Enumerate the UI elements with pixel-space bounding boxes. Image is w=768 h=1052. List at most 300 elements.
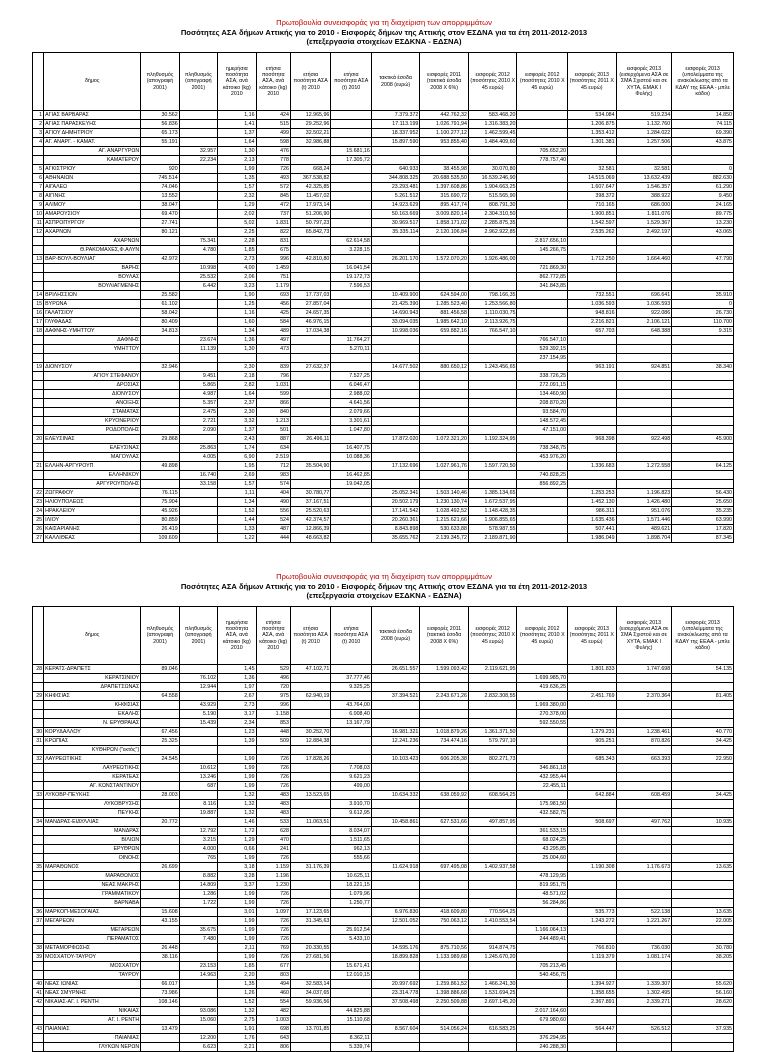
column-header: πληθυσμός (απογραφή 2001) xyxy=(141,53,179,111)
table-cell: 33.158 xyxy=(179,480,217,489)
table-cell: 20 xyxy=(33,435,44,444)
table-cell: 598 xyxy=(256,138,290,147)
table-cell: 367.538,82 xyxy=(290,174,330,183)
table-cell: 3,32 xyxy=(218,417,256,426)
table-cell: 67.456 xyxy=(141,728,179,737)
table-cell xyxy=(331,183,371,192)
table-cell xyxy=(672,683,734,692)
table-cell xyxy=(616,1043,672,1052)
table-cell xyxy=(468,345,517,354)
table-cell: 346.861,18 xyxy=(517,764,568,773)
table-cell: 270.378,00 xyxy=(517,710,568,719)
table-cell: ΑΙΓΙΝΗΣ xyxy=(44,192,141,201)
table-cell: 43.065 xyxy=(672,228,734,237)
table-cell: 63.990 xyxy=(672,516,734,525)
table-cell xyxy=(141,471,179,480)
table-cell: ΜΕΓΑΡΕΩΝ xyxy=(44,926,141,935)
table-cell: 1,37 xyxy=(218,426,256,435)
municipality-row xyxy=(33,498,734,507)
table-cell: 5.190 xyxy=(179,710,217,719)
table-cell: 1.148.428,35 xyxy=(468,507,517,516)
table-cell: 80.409 xyxy=(141,318,179,327)
table-cell: ΒΙΛΙΩΝ xyxy=(44,836,141,845)
table-cell xyxy=(672,381,734,390)
table-cell xyxy=(517,917,568,926)
table-cell: 30.780,77 xyxy=(290,489,330,498)
table-cell xyxy=(371,800,420,809)
table-cell xyxy=(33,282,44,291)
table-cell: 659.882,16 xyxy=(420,327,469,336)
table-cell: ΝΕΑΣ ΙΩΝΙΑΣ xyxy=(44,980,141,989)
table-cell: 687 xyxy=(179,782,217,791)
table-cell: 5.865 xyxy=(179,381,217,390)
table-cell: 37 xyxy=(33,917,44,926)
municipality-row xyxy=(33,507,734,516)
sub-area-row xyxy=(33,854,734,863)
table-cell xyxy=(371,890,420,899)
table-cell xyxy=(517,300,568,309)
municipality-row xyxy=(33,291,734,300)
table-cell: 2.370.364 xyxy=(616,692,672,701)
table-cell: 80.859 xyxy=(141,516,179,525)
table-cell xyxy=(568,336,617,345)
table-cell: 11 xyxy=(33,219,44,228)
table-cell xyxy=(290,1007,330,1016)
table-cell: 2.988,02 xyxy=(331,390,371,399)
table-cell: 448 xyxy=(256,728,290,737)
table-cell xyxy=(616,480,672,489)
table-cell xyxy=(568,381,617,390)
table-cell: 1.969.380,00 xyxy=(517,701,568,710)
table-cell: 12.241.236 xyxy=(371,737,420,746)
table-cell xyxy=(517,737,568,746)
table-cell xyxy=(672,237,734,246)
table-cell: 47.151,00 xyxy=(517,426,568,435)
table-cell xyxy=(331,944,371,953)
table-cell: 968.398 xyxy=(568,435,617,444)
table-cell: ΜΑΡΑΘΩΝΟΣ xyxy=(44,863,141,872)
table-cell xyxy=(672,426,734,435)
municipality-row xyxy=(33,692,734,701)
table-cell: 45.900 xyxy=(672,435,734,444)
table-cell xyxy=(468,390,517,399)
table-cell: 750.063,12 xyxy=(420,917,469,926)
table-cell: ΛΑΥΡΕΩΤΙΚΗΣ xyxy=(44,755,141,764)
table-cell xyxy=(371,872,420,881)
table-cell: ΜΑΝΔΡΑΣ xyxy=(44,827,141,836)
table-cell xyxy=(616,845,672,854)
sub-area-row xyxy=(33,719,734,728)
table-cell xyxy=(517,755,568,764)
table-cell: 1.597.720,50 xyxy=(468,462,517,471)
table-cell: 808.791,30 xyxy=(468,201,517,210)
table-cell xyxy=(290,899,330,908)
table-cell xyxy=(179,692,217,701)
table-cell: 29 xyxy=(33,692,44,701)
table-cell xyxy=(468,237,517,246)
table-cell: 533 xyxy=(256,818,290,827)
table-cell xyxy=(672,845,734,854)
table-cell: 1.339.307 xyxy=(616,980,672,989)
table-cell: 1.426.480 xyxy=(616,498,672,507)
municipality-row xyxy=(33,516,734,525)
table-cell: ΚΑΙΣΑΡΙΑΝΗΣ xyxy=(44,525,141,534)
table-cell: ΥΜΗΤΤΟΥ xyxy=(44,345,141,354)
table-cell: 840 xyxy=(256,408,290,417)
table-cell xyxy=(468,399,517,408)
table-cell xyxy=(371,881,420,890)
table-cell xyxy=(672,854,734,863)
table-cell xyxy=(616,962,672,971)
column-header: δήμος xyxy=(44,607,141,665)
sub-area-row xyxy=(33,372,734,381)
table-cell xyxy=(517,120,568,129)
table-cell xyxy=(672,719,734,728)
table-cell: 1,99 xyxy=(218,935,256,944)
municipality-row xyxy=(33,980,734,989)
table-cell xyxy=(568,408,617,417)
table-cell: 9.325,25 xyxy=(331,683,371,692)
table-cell: 37.777,46 xyxy=(331,674,371,683)
table-cell: 1,44 xyxy=(218,516,256,525)
table-cell: 37.394.521 xyxy=(371,692,420,701)
table-cell: ΝΕΑΣ ΣΜΥΡΝΗΣ xyxy=(44,989,141,998)
table-cell xyxy=(33,719,44,728)
table-cell xyxy=(672,345,734,354)
table-cell: 4.000 xyxy=(179,845,217,854)
table-cell xyxy=(141,390,179,399)
table-cell: 1.459 xyxy=(256,264,290,273)
table-cell: 12.866,39 xyxy=(290,525,330,534)
municipality-row xyxy=(33,989,734,998)
table-cell: ΙΛΙΟΥ xyxy=(44,516,141,525)
column-header: ετήσια ποσότητα ΑΣΑ (t) 2010 xyxy=(331,53,371,111)
table-cell: 483 xyxy=(256,800,290,809)
table-cell xyxy=(616,444,672,453)
table-cell: ΔΑΦΝΗΣ xyxy=(44,336,141,345)
table-cell: ΜΕΓΑΡΕΩΝ xyxy=(44,917,141,926)
table-cell: 2.189.871,90 xyxy=(468,534,517,543)
table-cell xyxy=(141,156,179,165)
table-cell: 1.410.553,54 xyxy=(468,917,517,926)
table-cell: 1.858.171,02 xyxy=(420,219,469,228)
table-cell xyxy=(141,719,179,728)
column-header: εισφορές 2012 (ποσότητες 2010 X 45 ευρώ) xyxy=(517,53,568,111)
table-cell xyxy=(616,872,672,881)
table-cell: 21 xyxy=(33,462,44,471)
table-cell xyxy=(517,165,568,174)
table-cell: 881.456,58 xyxy=(420,309,469,318)
table-cell xyxy=(141,926,179,935)
table-cell xyxy=(141,845,179,854)
table-cell: 5,02 xyxy=(218,219,256,228)
table-cell: 3,01 xyxy=(218,908,256,917)
table-cell xyxy=(290,1016,330,1025)
table-cell xyxy=(568,719,617,728)
table-cell: 489 xyxy=(256,327,290,336)
table-cell: 1.003 xyxy=(256,1016,290,1025)
table-cell xyxy=(420,390,469,399)
sub-area-row xyxy=(33,336,734,345)
table-cell xyxy=(568,926,617,935)
table-cell xyxy=(290,836,330,845)
table-cell xyxy=(179,516,217,525)
table-cell: 37.167,51 xyxy=(290,498,330,507)
table-cell xyxy=(290,881,330,890)
column-header: εισφορές 2012 (ποσότητες 2010 X 45 ευρώ) xyxy=(468,607,517,665)
table-cell: 685.343 xyxy=(568,755,617,764)
table-cell xyxy=(179,138,217,147)
municipality-row xyxy=(33,183,734,192)
table-cell: 769 xyxy=(256,944,290,953)
table-cell: 1,25 xyxy=(218,300,256,309)
table-cell: 509 xyxy=(256,737,290,746)
table-cell xyxy=(179,255,217,264)
table-cell: ΣΤΑΜΑΤΑΣ xyxy=(44,408,141,417)
table-cell: 887 xyxy=(256,435,290,444)
table-cell xyxy=(141,674,179,683)
table-cell: 819.951,75 xyxy=(517,881,568,890)
table-cell xyxy=(616,710,672,719)
table-cell: 712 xyxy=(256,462,290,471)
table-cell xyxy=(290,372,330,381)
table-cell: 30.780 xyxy=(672,944,734,953)
table-cell: 9.451 xyxy=(179,372,217,381)
table-cell: 5.261.512 xyxy=(371,192,420,201)
table-cell xyxy=(568,399,617,408)
table-cell xyxy=(33,764,44,773)
table-cell xyxy=(468,426,517,435)
table-cell: 726 xyxy=(256,890,290,899)
table-cell: 19.042,05 xyxy=(331,480,371,489)
table-cell xyxy=(33,683,44,692)
table-cell xyxy=(616,381,672,390)
table-cell xyxy=(141,273,179,282)
table-cell: 4,00 xyxy=(218,264,256,273)
table-cell xyxy=(179,944,217,953)
table-cell xyxy=(331,863,371,872)
table-cell: 2.535.262 xyxy=(568,228,617,237)
table-cell xyxy=(33,782,44,791)
table-cell: 696.641 xyxy=(616,291,672,300)
table-cell xyxy=(420,417,469,426)
table-cell: 35.504,90 xyxy=(290,462,330,471)
table-cell: 1.599.093,42 xyxy=(420,665,469,674)
table-cell xyxy=(468,881,517,890)
table-cell xyxy=(331,138,371,147)
table-cell xyxy=(371,809,420,818)
table-cell: 6.008,40 xyxy=(331,710,371,719)
table-cell: 13.479 xyxy=(141,1025,179,1034)
sub-area-row xyxy=(33,962,734,971)
table-cell xyxy=(517,219,568,228)
table-cell xyxy=(517,255,568,264)
table-cell: 17.973,14 xyxy=(290,201,330,210)
table-cell xyxy=(179,746,217,755)
table-cell xyxy=(33,273,44,282)
sub-area-row xyxy=(33,444,734,453)
table-cell xyxy=(420,381,469,390)
municipality-row xyxy=(33,309,734,318)
table-cell: 11.139 xyxy=(179,345,217,354)
table-cell xyxy=(331,507,371,516)
table-cell: 499 xyxy=(256,129,290,138)
table-cell: 592.550,55 xyxy=(517,719,568,728)
table-cell xyxy=(672,417,734,426)
table-cell xyxy=(141,881,179,890)
table-cell: 3.910,70 xyxy=(331,800,371,809)
table-cell: ΔΙΟΝΥΣΟΥ xyxy=(44,390,141,399)
table-cell: 49.898 xyxy=(141,462,179,471)
table-cell: 924.851 xyxy=(616,363,672,372)
table-cell xyxy=(371,683,420,692)
table-cell xyxy=(517,129,568,138)
table-cell xyxy=(517,507,568,516)
municipality-row xyxy=(33,327,734,336)
table-cell: ΕΛΛΗΝ-ΑΡΓΥΡΟΥΠ xyxy=(44,462,141,471)
table-cell: 1,11 xyxy=(218,489,256,498)
table-cell xyxy=(290,1043,330,1052)
table-cell: 1,29 xyxy=(218,201,256,210)
sub-area-row xyxy=(33,282,734,291)
table-cell: 39 xyxy=(33,953,44,962)
table-cell: 22 xyxy=(33,489,44,498)
table-cell xyxy=(616,408,672,417)
table-cell: 1.664.460 xyxy=(616,255,672,264)
table-cell xyxy=(141,444,179,453)
table-cell: 496 xyxy=(256,674,290,683)
table-cell: 765 xyxy=(179,854,217,863)
table-cell xyxy=(420,444,469,453)
table-cell xyxy=(256,746,290,755)
table-cell: 0 xyxy=(672,300,734,309)
table-cell xyxy=(141,710,179,719)
table-cell: ΜΑΡΑΘΩΝΟΣ xyxy=(44,872,141,881)
table-cell: 497.857,95 xyxy=(468,818,517,827)
table-cell: 456 xyxy=(256,300,290,309)
table-cell: 643 xyxy=(256,1034,290,1043)
table-cell: 240.288,30 xyxy=(517,1043,568,1052)
table-cell xyxy=(331,435,371,444)
table-cell xyxy=(517,525,568,534)
table-cell: 1,72 xyxy=(218,827,256,836)
table-cell xyxy=(568,845,617,854)
table-cell: 2.832.308,55 xyxy=(468,692,517,701)
table-cell xyxy=(179,534,217,543)
column-header: ετήσια ποσότητα ΑΣΑ, ανά κάτοικο (kg) 2010 xyxy=(256,53,290,111)
table-cell xyxy=(33,845,44,854)
table-cell xyxy=(568,1043,617,1052)
table-cell: 13.246 xyxy=(179,773,217,782)
table-cell xyxy=(331,462,371,471)
table-cell xyxy=(371,899,420,908)
table-cell xyxy=(616,701,672,710)
table-cell xyxy=(616,800,672,809)
table-cell xyxy=(672,926,734,935)
table-cell: 1.284.022 xyxy=(616,129,672,138)
sub-area-row xyxy=(33,480,734,489)
table-cell: 2.339.271 xyxy=(616,998,672,1007)
table-cell xyxy=(331,917,371,926)
municipality-row xyxy=(33,755,734,764)
table-cell xyxy=(616,1007,672,1016)
table-cell: 10.998 xyxy=(179,264,217,273)
table-cell: 608.459 xyxy=(616,791,672,800)
table-cell: 26.419 xyxy=(141,525,179,534)
table-cell: 1.286 xyxy=(179,890,217,899)
table-cell: 61.102 xyxy=(141,300,179,309)
table-cell xyxy=(141,1043,179,1052)
table-cell: 3.215 xyxy=(179,836,217,845)
table-cell: 2,30 xyxy=(218,363,256,372)
table-cell: 1,85 xyxy=(218,962,256,971)
table-cell xyxy=(517,980,568,989)
table-cell xyxy=(331,318,371,327)
municipality-row xyxy=(33,665,734,674)
table-cell xyxy=(672,273,734,282)
table-cell xyxy=(290,872,330,881)
table-cell: 951.076 xyxy=(616,507,672,516)
table-cell: 1.484.409,60 xyxy=(468,138,517,147)
sub-area-row xyxy=(33,710,734,719)
table-cell: 7.596,53 xyxy=(331,282,371,291)
table-cell: 1.285.523,40 xyxy=(420,300,469,309)
table-cell: 1,16 xyxy=(218,309,256,318)
table-cell: 1.926.486,00 xyxy=(468,255,517,264)
sub-area-row xyxy=(33,147,734,156)
table-cell: 17.305,72 xyxy=(331,156,371,165)
column-header xyxy=(33,607,44,665)
table-cell: 1,32 xyxy=(218,800,256,809)
table-cell: 17.034,38 xyxy=(290,327,330,336)
table-cell: 922.498 xyxy=(616,435,672,444)
table-cell xyxy=(371,827,420,836)
table-cell: 62.940,19 xyxy=(290,692,330,701)
table-cell: 1.026.791,94 xyxy=(420,120,469,129)
table-cell xyxy=(290,156,330,165)
table-cell xyxy=(179,318,217,327)
municipality-row xyxy=(33,728,734,737)
table-cell xyxy=(616,935,672,944)
table-cell xyxy=(141,399,179,408)
table-cell: 519.234 xyxy=(616,111,672,120)
table-cell xyxy=(33,1016,44,1025)
table-cell xyxy=(371,444,420,453)
table-cell xyxy=(616,836,672,845)
table-cell: 69.390 xyxy=(672,129,734,138)
table-cell xyxy=(33,935,44,944)
table-cell: 35.335.114 xyxy=(371,228,420,237)
table-cell xyxy=(179,192,217,201)
table-cell xyxy=(517,665,568,674)
table-cell xyxy=(468,674,517,683)
table-cell: 19.887 xyxy=(179,809,217,818)
table-cell: 1,99 xyxy=(218,899,256,908)
table-cell xyxy=(179,755,217,764)
table-cell xyxy=(616,773,672,782)
table-cell: 487 xyxy=(256,525,290,534)
table-cell: 1.110.030,75 xyxy=(468,309,517,318)
table-cell: 19.172,73 xyxy=(331,273,371,282)
table-cell xyxy=(420,282,469,291)
sub-area-row xyxy=(33,809,734,818)
sheet-header xyxy=(0,572,768,601)
table-cell: 46.976,15 xyxy=(290,318,330,327)
sub-area-row xyxy=(33,926,734,935)
table-cell xyxy=(33,444,44,453)
table-cell xyxy=(468,971,517,980)
municipality-row xyxy=(33,818,734,827)
